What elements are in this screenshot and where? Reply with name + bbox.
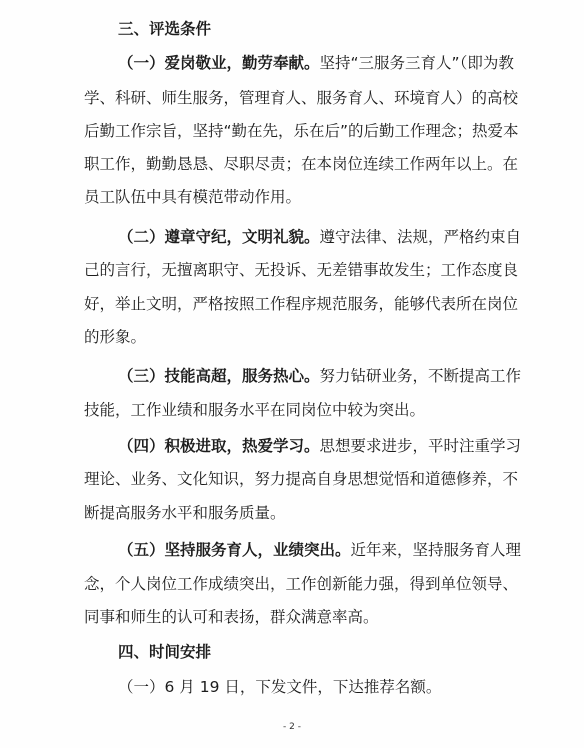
section-heading-schedule: 四、时间安排 — [118, 643, 212, 661]
criterion-2-line-2: 己的言行，无擅离职守、无投诉、无差错事故发生；工作态度良 — [84, 261, 519, 279]
criterion-2-text: 遵守法律、法规，严格约束自 — [319, 228, 522, 246]
criterion-1-title: （一）爱岗敬业，勤劳奉献。 — [118, 54, 320, 72]
criterion-4-line-2: 理论、业务、文化知识，努力提高自身思想觉悟和道德修养，不 — [84, 470, 519, 488]
criterion-5-title: （五）坚持服务育人，业绩突出。 — [118, 541, 351, 559]
criterion-3-line-2: 技能，工作业绩和服务水平在同岗位中较为突出。 — [84, 401, 426, 419]
criterion-3-text: 努力钻研业务，不断提高工作 — [319, 367, 522, 385]
criterion-2-first-line — [118, 227, 521, 247]
criterion-3-title: （三）技能高超，服务热心。 — [118, 367, 320, 385]
page-number: - 2 - — [283, 722, 301, 732]
criterion-1-line-3: 后勤工作宗旨，坚持“勤在先，乐在后”的后勤工作理念；热爱本 — [84, 122, 519, 140]
criterion-1-line-5: 员工队伍中具有模范带动作用。 — [84, 188, 302, 206]
criterion-4-text: 思想要求进步，平时注重学习 — [319, 437, 522, 455]
criterion-5-first-line — [118, 540, 521, 560]
criterion-4-title: （四）积极进取，热爱学习。 — [118, 437, 320, 455]
criterion-1-first-line — [118, 53, 514, 73]
criterion-5-line-3: 同事和师生的认可和表扬，群众满意率高。 — [84, 608, 379, 626]
criterion-5-line-2: 念，个人岗位工作成绩突出，工作创新能力强，得到单位领导、 — [84, 575, 519, 593]
criterion-3-first-line — [118, 366, 521, 386]
criterion-1-text: 坚持“三服务三育人”（即为教 — [319, 54, 514, 72]
criterion-4-first-line — [118, 436, 521, 456]
criterion-2-line-4: 的形象。 — [84, 328, 147, 346]
criterion-1-line-4: 职工作，勤勤恳恳、尽职尽责；在本岗位连续工作两年以上。在 — [84, 155, 519, 173]
criterion-5-text: 近年来，坚持服务育人理 — [350, 541, 522, 559]
criterion-2-title: （二）遵章守纪，文明礼貌。 — [118, 228, 320, 246]
criterion-2-line-3: 好，举止文明，严格按照工作程序规范服务，能够代表所在岗位 — [84, 295, 519, 313]
criterion-1-line-2: 学、科研、师生服务，管理育人、服务育人、环境育人）的高校 — [84, 89, 519, 107]
criterion-4-line-3: 断提高服务水平和服务质量。 — [84, 504, 286, 522]
section-heading-evaluation-criteria: 三、评选条件 — [118, 20, 212, 38]
schedule-item-1: （一）6 月 19 日，下发文件，下达推荐名额。 — [118, 678, 442, 696]
